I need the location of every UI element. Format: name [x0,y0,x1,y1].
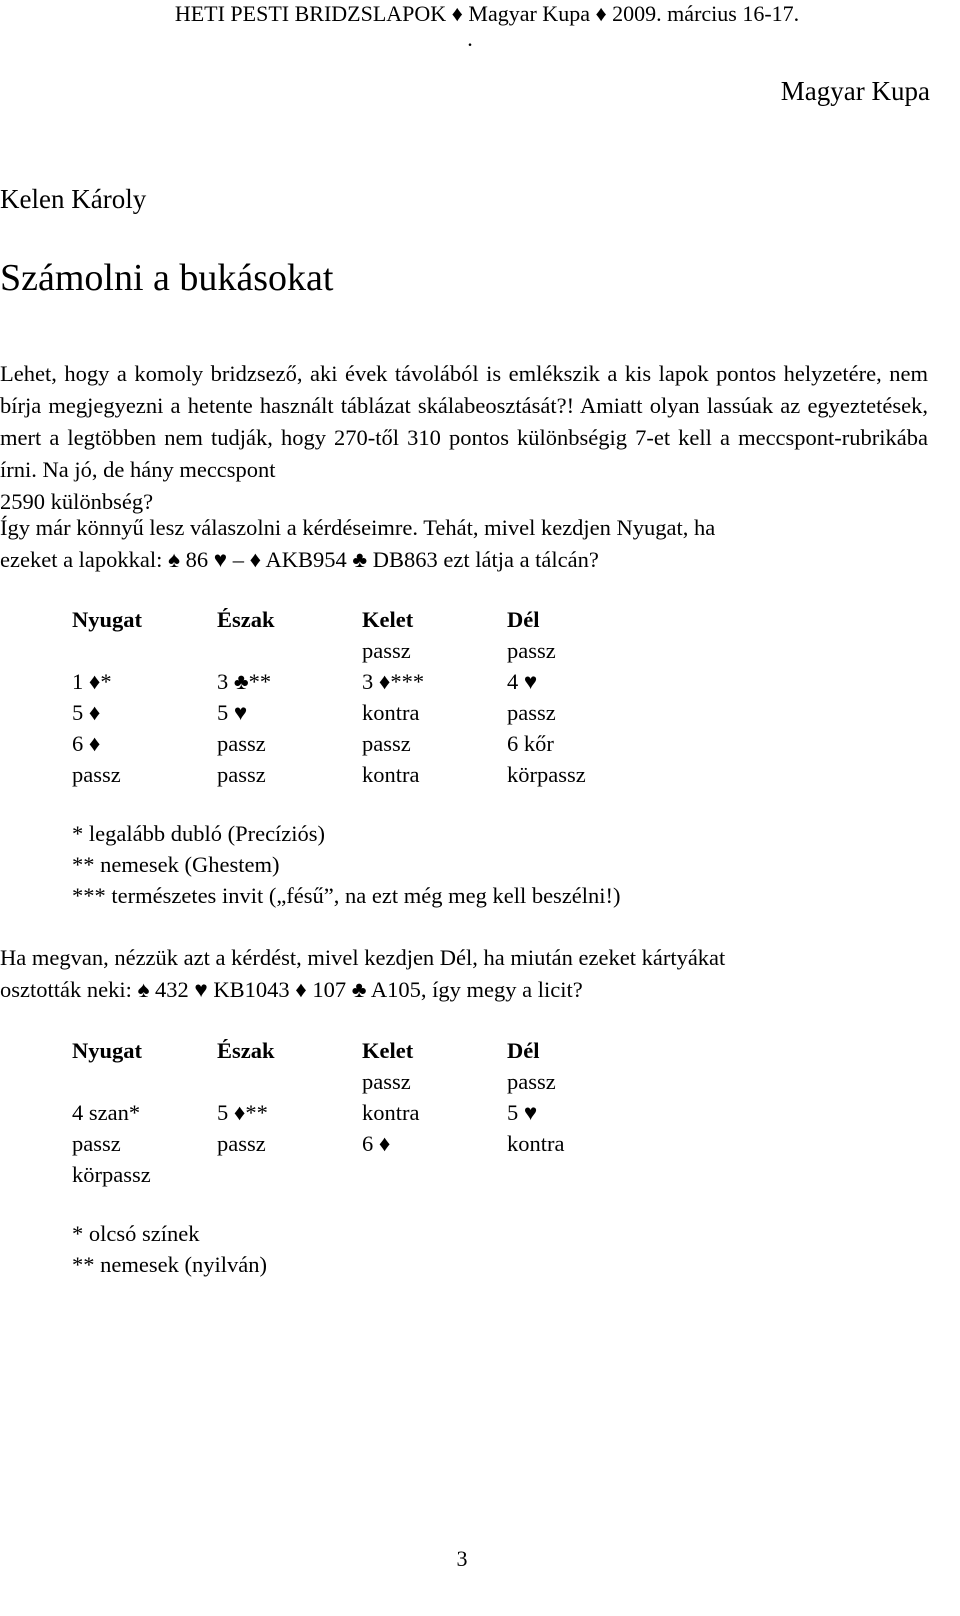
bid-cell: 3 ♦*** [362,669,425,694]
bid-cell: passz [507,638,556,663]
header-north: Észak [217,607,275,632]
header-dot: . [467,26,473,51]
page-number: 3 [456,1546,468,1571]
bid-cell: passz [507,1069,556,1094]
bid-cell: 6 ♦ [362,1131,391,1156]
bid-cell: 1 ♦* [72,669,112,694]
bid-cell: 4 szan* [72,1100,141,1125]
note-item: ** nemesek (Ghestem) [72,852,280,877]
note-item: * legalább dubló (Precíziós) [72,821,326,846]
bid-cell: passz [72,762,121,787]
paragraph-question-west-hand: ezeket a lapokkal: ♠ 86 ♥ – ♦ AKB954 ♣ DB863 ezt látja a tálcán? [0,547,599,572]
paragraph-question-south-text: Ha megvan, nézzük azt a kérdést, mivel kezdjen Dél, ha miután ezeket kártyákat [0,945,726,970]
bid-cell: kontra [507,1131,565,1156]
section-label: Magyar Kupa [780,76,930,106]
bid-cell: körpassz [507,762,586,787]
bid-cell: 5 ♦** [217,1100,268,1125]
header-west: Nyugat [72,607,143,632]
bid-cell: kontra [362,762,420,787]
bid-cell: passz [217,762,266,787]
running-header: HETI PESTI BRIDZSLAPOK ♦ Magyar Kupa ♦ 2009. március 16-17. [174,1,800,26]
auction-notes-1 [72,818,621,911]
bid-cell: passz [217,1131,266,1156]
header-west: Nyugat [72,1038,143,1063]
note-item: ** nemesek (nyilván) [72,1252,267,1277]
bid-cell: 5 ♦ [72,700,101,725]
paragraph-question-south-hand: osztották neki: ♠ 432 ♥ KB1043 ♦ 107 ♣ A105, így megy a licit? [0,977,583,1002]
bid-cell: 5 ♥ [507,1100,538,1125]
bid-cell: passz [507,700,556,725]
bid-cell: kontra [362,700,420,725]
bid-cell: passz [362,731,411,756]
header-east: Kelet [362,607,414,632]
article-title: Számolni a bukásokat [0,257,334,299]
paragraph-intro [0,358,928,518]
bid-cell: passz [217,731,266,756]
author-name: Kelen Károly [0,184,147,214]
paragraph-question-west [0,512,928,576]
paragraph-intro-text: Lehet, hogy a komoly bridzsező, aki évek távolából is emlékszik a kis lapok pontos helyzetére, nem bírja megjegyezni a hetente használt táblázat skálabeosztását?! Amiatt olyan lassúak az egyeztetések, mert a legtöbben nem tudják, hogy 270-től 310 pontos különbségig 7-et kell a meccspont-rubrikába írni. Na jó, de hány meccspont [0,361,928,482]
bid-cell: 6 kőr [507,731,554,756]
bid-cell: kontra [362,1100,420,1125]
bid-cell: 4 ♥ [507,669,538,694]
bid-cell: passz [72,1131,121,1156]
auction-notes-2 [72,1218,267,1280]
bid-cell: 5 ♥ [217,700,248,725]
paragraph-question-south [0,942,928,1006]
bid-cell: passz [362,638,411,663]
bid-cell: 6 ♦ [72,731,101,756]
note-item: *** természetes invit („fésű”, na ezt még meg kell beszélni!) [72,883,621,908]
paragraph-intro-end: 2590 különbség? [0,489,154,514]
header-south: Dél [507,607,540,632]
header-south: Dél [507,1038,540,1063]
bid-cell: körpassz [72,1162,151,1187]
bid-cell: passz [362,1069,411,1094]
header-east: Kelet [362,1038,414,1063]
note-item: * olcsó színek [72,1221,200,1246]
bid-cell: 3 ♣** [217,669,272,694]
header-north: Észak [217,1038,275,1063]
paragraph-question-west-text: Így már könnyű lesz válaszolni a kérdéseimre. Tehát, mivel kezdjen Nyugat, ha [0,515,716,540]
